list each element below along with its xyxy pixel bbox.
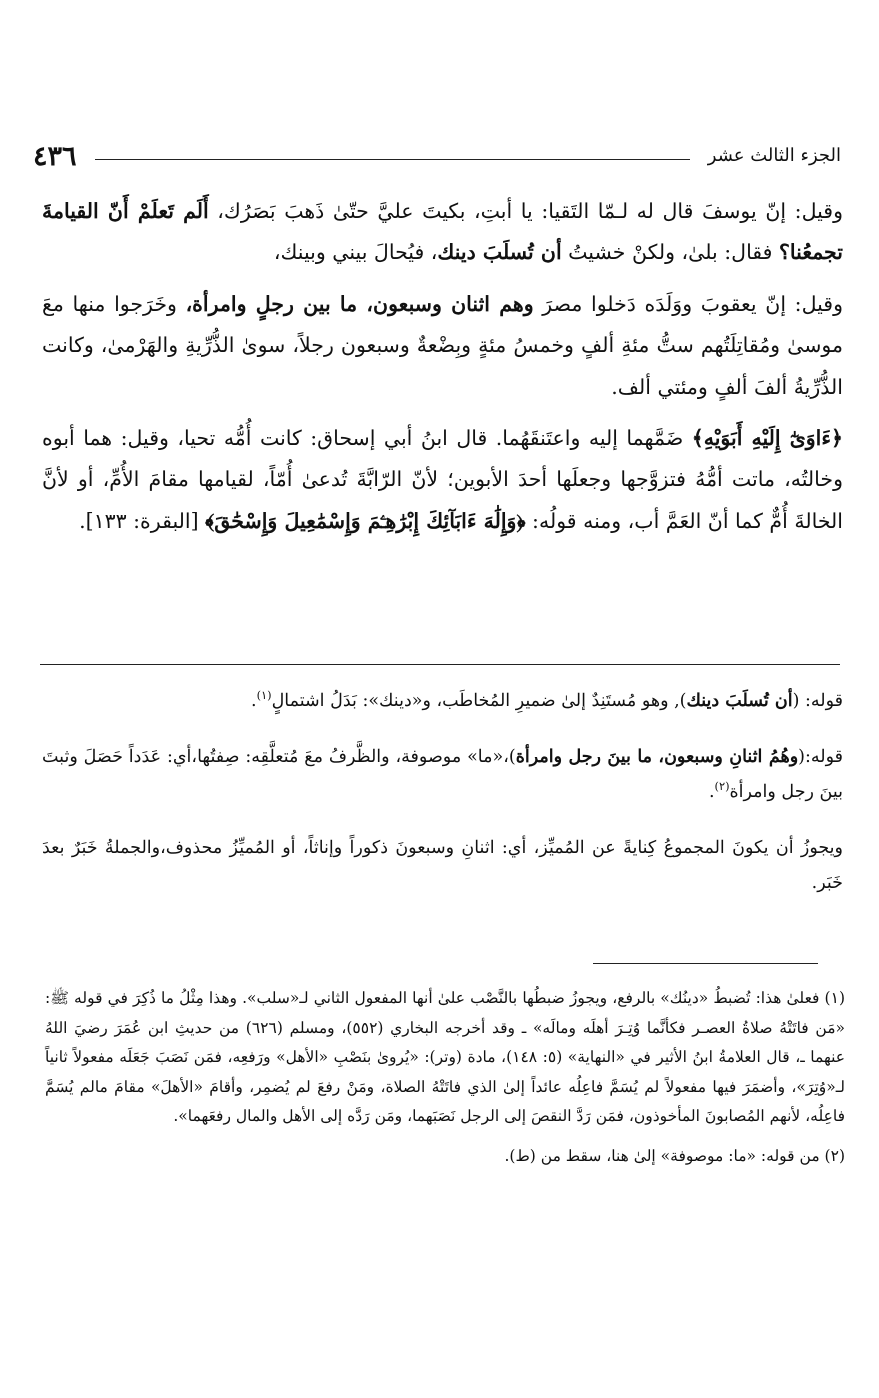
quran-verse: ﴿ءَاوَىٰٓ إِلَيْهِ أَبَوَيْهِ﴾ — [691, 426, 843, 451]
header-rule — [95, 159, 690, 160]
commentary-paragraph: قوله: (أن تُسلَبَ دينك), وهو مُستَنِدٌ إلىٰ ضميرِ المُخاطَب، و«دينك»: بَدَلُ اشتمالٍ$^{(١)}$. — [251, 688, 843, 711]
paragraph: وقيل: إنّ يعقوبَ ووَلَدَه دَخلوا مصرَ وهم اثنان وسبعون، ما بين رجلٍ وامرأة، وخَرَجوا منها معَ موسىٰ ومُقاتِلَتُهم ستُّ مئةِ ألفٍ وخمسُ مئةٍ وبِضْعةٌ وسبعون رجلاً، سوىٰ الذُّرِّيةِ والهَرْمىٰ، وكانت الذُّرِّيةُ ألفَ ألفٍ ومئتي ألف. — [42, 291, 843, 399]
page-number: ٤٣٦ — [33, 140, 77, 172]
page-header — [33, 136, 841, 176]
section-divider — [40, 664, 840, 665]
quran-verse: ﴿وَإِلَٰهَ ءَابَآئِكَ إِبْرَٰهِـۧمَ وَإِسْمَٰعِيلَ وَإِسْحَٰقَ﴾ — [205, 508, 526, 533]
paragraph: وقيل: إنّ يوسفَ قال له لـمّا التَقيا: يا أبتِ، بكيتَ عليَّ حتّىٰ ذَهبَ بَصَرُك، أَلَم تَعلَمْ أَنّ القيامةَ تجمعُنا؟ فقال: بلىٰ، ولكنْ خشيتُ أن تُسلَبَ دينك، فيُحالَ بيني وبينك، — [42, 199, 843, 265]
footnote: (٢) من قوله: «ما: موصوفة» إلىٰ هنا، سقط من (ط). — [504, 1146, 845, 1165]
commentary-paragraph: قوله:(وهُمُ اثنانِ وسبعون، ما بينَ رجل وامرأة)،«ما» موصوفة، والظَّرفُ معَ مُتعلَّقِه: صِفتُها،أي: عَدَداً حَصَلَ وثبتَ بينَ رجل وامرأة$^{(٢)}$. — [42, 746, 844, 802]
footnotes — [45, 984, 845, 1171]
footnote-ref: (٢) — [714, 779, 730, 794]
footnote: (١) فعلىٰ هذا: تُضبطُ «دينُك» بالرفع، ويجوزُ ضبطُها بالنَّصْب علىٰ أنها المفعول الثاني لـ«سلب». وهذا مِثْلُ ما ذُكِرَ في قوله ﷺ: «مَن فاتَتْهُ صلاةُ العصـر فكأنَّما وُتِـرَ أهلَه ومالَه» ـ وقد أخرجه البخاري (٥٥٢)، ومسلم (٦٢٦) من حديثِ ابن عُمَرَ رضيَ اللهُ عنهما ـ، قال العلامةُ ابنُ الأثير في «النهاية» (٥: ١٤٨)، مادة (وتر): «يُروىٰ بنَصْبِ «الأهل» ورَفعِه، فمَن نَصَبَ جَعَلَه مفعولاً ثانياً لـ«وُتِرَ»، وأضمَرَ فيها مفعولاً لم يُسَمَّ فاعِلُه عائداً إلىٰ الذي فاتَتْهُ الصلاة، ومَنْ رفعَ لم يُضمِر، وأقامَ «الأهلَ» مقامَ مالم يُسَمَّ فاعِلُه، لأنهم المُصابونَ المأخوذون، فمَن رَدَّ النقصَ إلى الرجل نَصَبَهما، ومَن رَدَّه إلى الأهل والمال رفعَهما». — [45, 989, 846, 1125]
footnote-rule — [593, 963, 818, 964]
running-title: الجزء الثالث عشر — [707, 145, 841, 166]
paragraph: ﴿ءَاوَىٰٓ إِلَيْهِ أَبَوَيْهِ﴾ ضَمَّهما إليه واعتَنقَهُما. قال ابنُ أبي إسحاق: كانت أُمُّه تحيا، وقيل: هما أبوه وخالتُه، ماتت أمُّهُ فتزوَّجها وجعلَها أحدَ الأبوين؛ لأنّ الرّابَّةَ تُدعىٰ أُمّاً، لقيامها مقامَ الأُمِّ، أو لأنَّ الخالةَ أُمٌّ كما أنّ العَمَّ أب، ومنه قولُه: ﴿وَإِلَٰهَ ءَابَآئِكَ إِبْرَٰهِـۧمَ وَإِسْمَٰعِيلَ وَإِسْحَٰقَ﴾ [البقرة: ١٣٣]. — [42, 426, 843, 533]
footnote-ref: (١) — [256, 688, 272, 703]
commentary-paragraph: ويجوزُ أن يكونَ المجموعُ كِنايةً عن المُميِّز، أي: اثنانِ وسبعونَ ذكوراً وإناثاً، أو المُميِّزُ محذوف،والجملةُ خَبَرٌ بعدَ خَبَر. — [42, 837, 843, 893]
main-text — [42, 191, 843, 542]
commentary — [42, 684, 843, 902]
